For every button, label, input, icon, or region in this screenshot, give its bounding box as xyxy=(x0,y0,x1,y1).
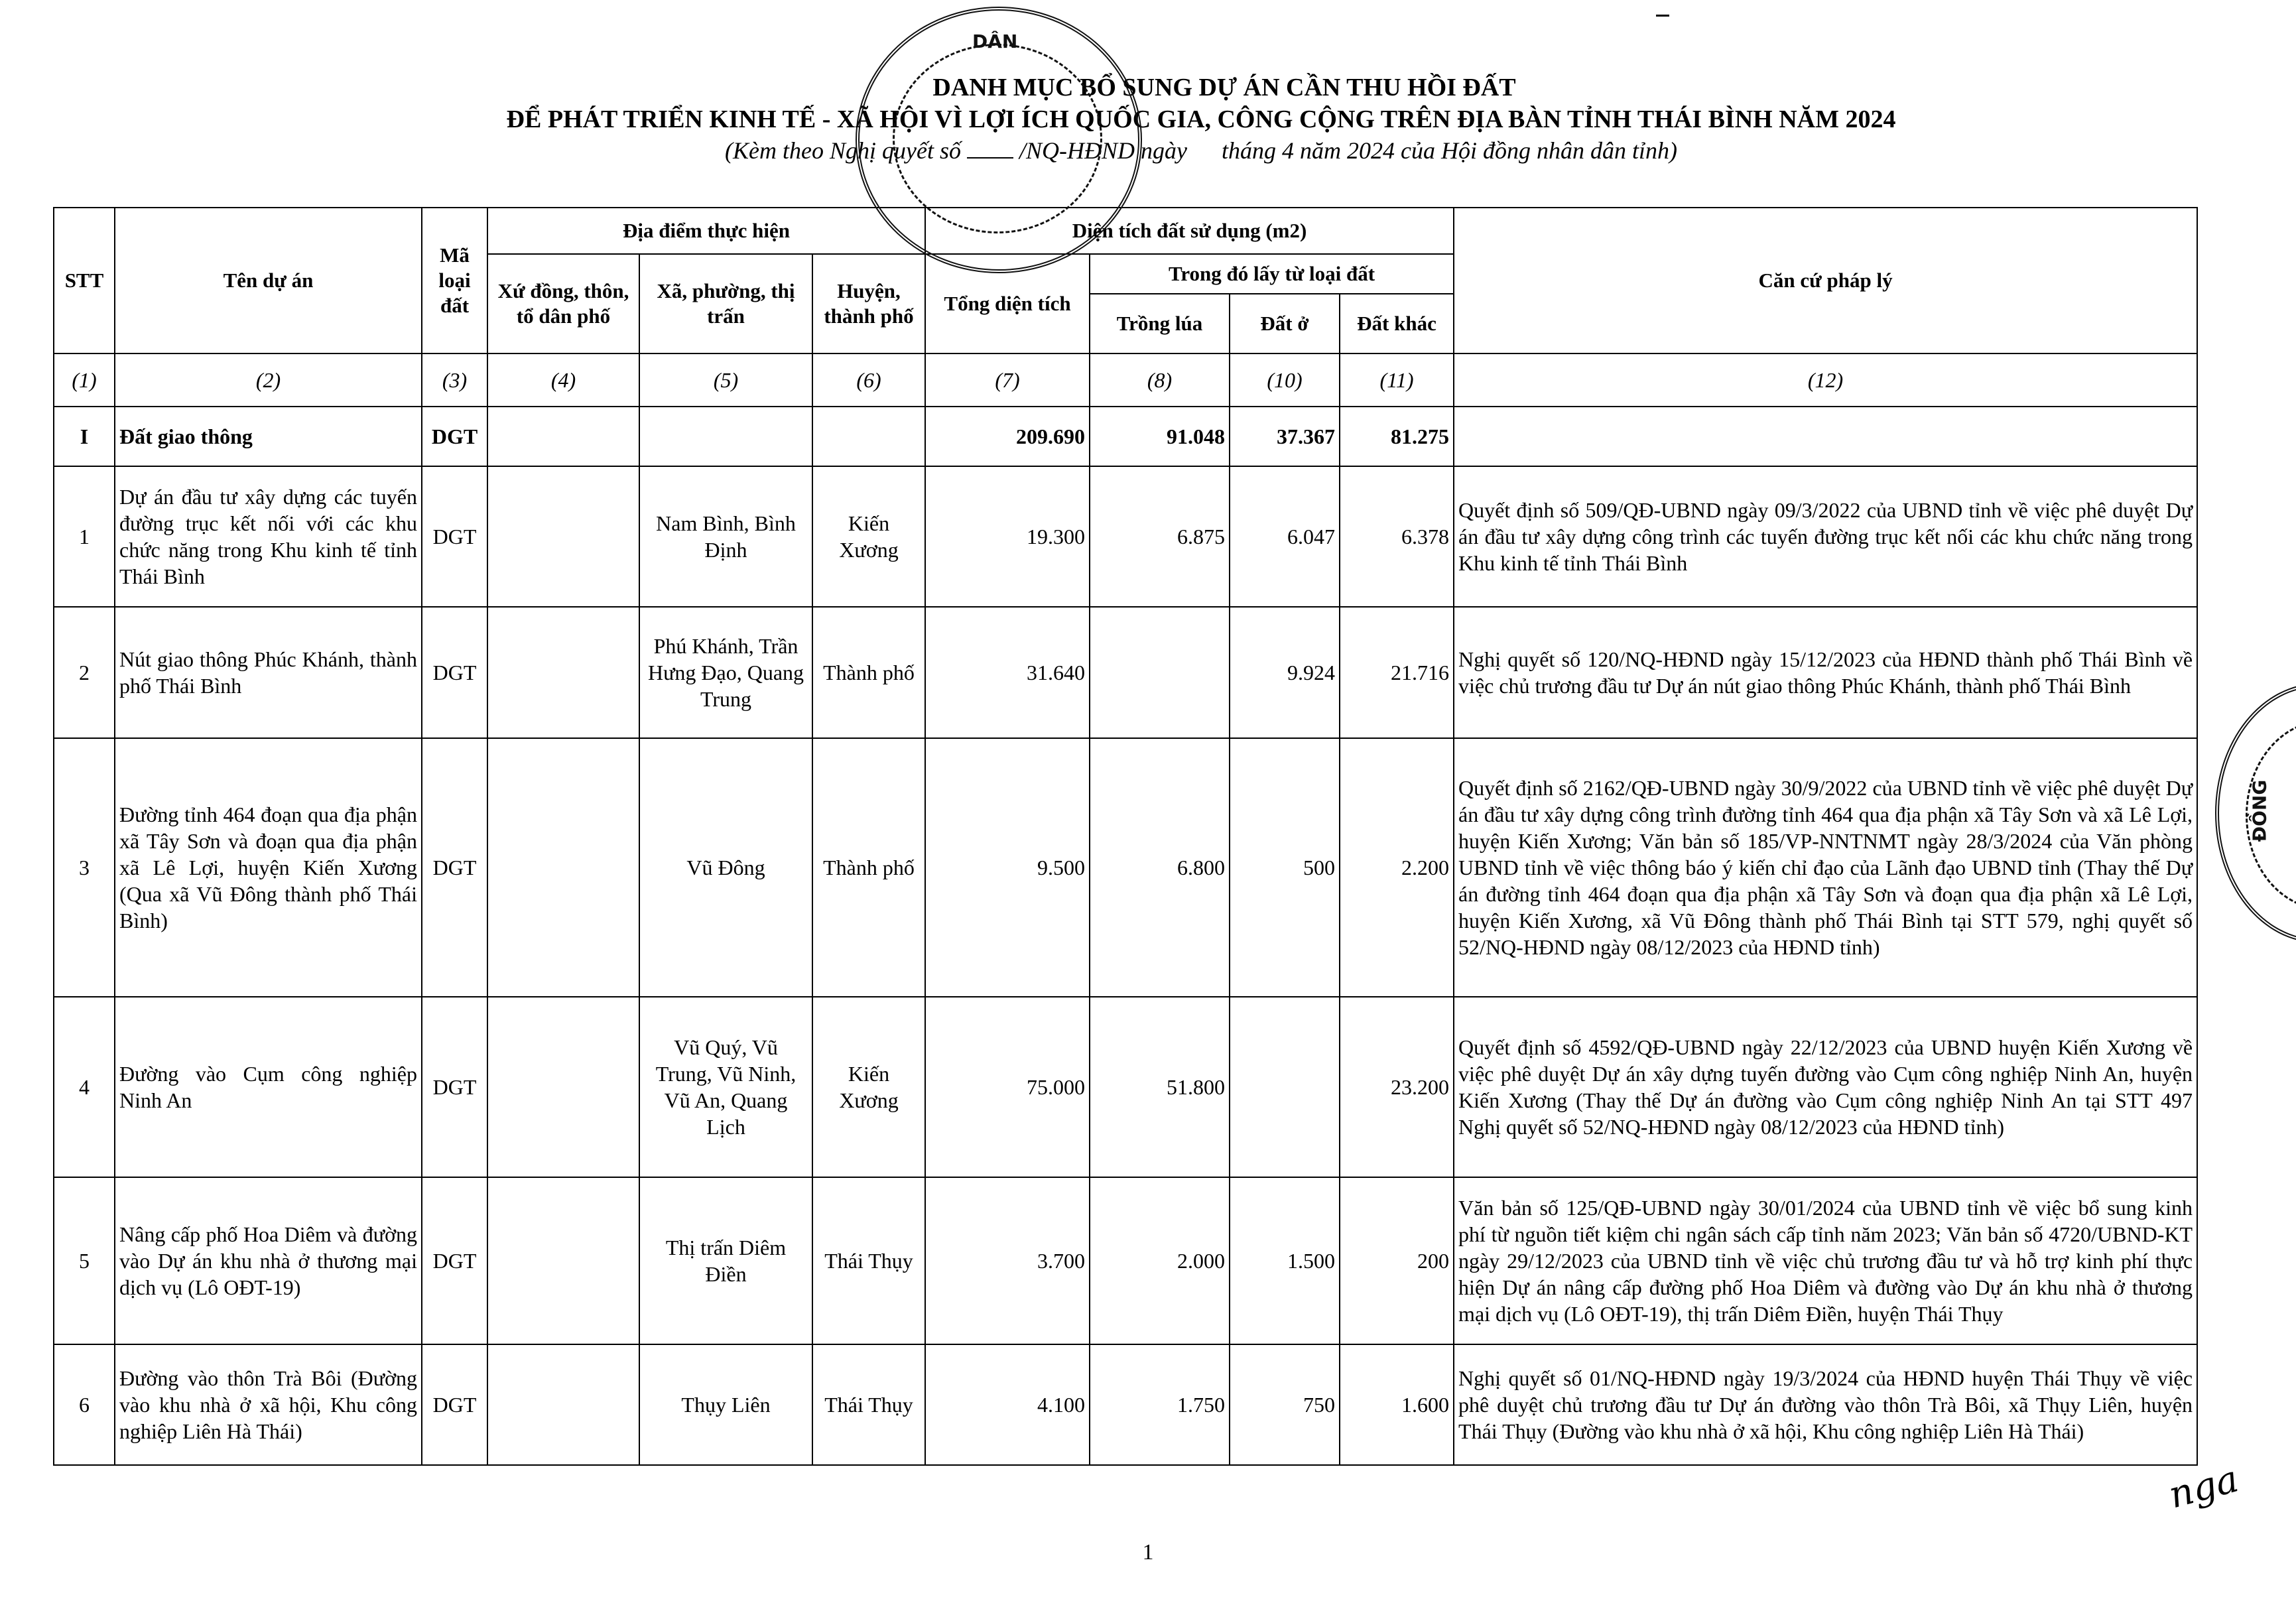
section-total: 209.690 xyxy=(925,407,1090,466)
row-land-code: DGT xyxy=(422,1344,487,1465)
row-district: Kiến Xương xyxy=(812,466,925,607)
official-seal-right xyxy=(2215,683,2296,943)
row-hamlet xyxy=(487,1344,639,1465)
row-land-code: DGT xyxy=(422,997,487,1177)
header-total-area: Tổng diện tích xyxy=(925,254,1090,353)
column-index-cell: (12) xyxy=(1454,353,2197,407)
row-commune: Thị trấn Diêm Điền xyxy=(639,1177,812,1344)
row-rice: 2.000 xyxy=(1090,1177,1230,1344)
column-index-cell: (10) xyxy=(1230,353,1340,407)
row-total-area: 31.640 xyxy=(925,607,1090,738)
section-district xyxy=(812,407,925,466)
column-index-cell: (5) xyxy=(639,353,812,407)
row-legal-basis: Quyết định số 509/QĐ-UBND ngày 09/3/2022 của UBND tỉnh về việc phê duyệt Dự án đầu tư xây dựng công trình các tuyến đường trục kết nối các khu chức năng trong Khu kinh tế tỉnh Thái Bình xyxy=(1454,466,2197,607)
row-district: Kiến Xương xyxy=(812,997,925,1177)
seal-text-side: ĐỒNG xyxy=(2248,779,2271,842)
column-index-cell: (4) xyxy=(487,353,639,407)
header-hamlet: Xứ đồng, thôn, tổ dân phố xyxy=(487,254,639,353)
subtitle-number: /NQ-HĐND ngày xyxy=(1019,137,1187,164)
row-other: 1.600 xyxy=(1340,1344,1454,1465)
row-commune: Vũ Đông xyxy=(639,738,812,997)
row-stt: 5 xyxy=(54,1177,115,1344)
row-residential: 9.924 xyxy=(1230,607,1340,738)
row-other: 23.200 xyxy=(1340,997,1454,1177)
column-index-cell: (1) xyxy=(54,353,115,407)
section-name: Đất giao thông xyxy=(115,407,422,466)
subtitle-suffix: tháng 4 năm 2024 của Hội đồng nhân dân tỉnh) xyxy=(1221,137,1677,164)
row-total-area: 75.000 xyxy=(925,997,1090,1177)
row-residential: 6.047 xyxy=(1230,466,1340,607)
row-legal-basis: Quyết định số 4592/QĐ-UBND ngày 22/12/2023 của UBND huyện Kiến Xương về việc phê duyệt Dự án xây dựng tuyến đường vào Cụm công nghiệp Ninh An, huyện Kiến Xương (Thay thế Dự án đường vào Cụm công nghiệp Ninh An tại STT 497 Nghị quyết số 52/NQ-HĐND ngày 08/12/2023 của HĐND tỉnh) xyxy=(1454,997,2197,1177)
row-other: 2.200 xyxy=(1340,738,1454,997)
column-index-cell: (11) xyxy=(1340,353,1454,407)
row-project-name: Dự án đầu tư xây dựng các tuyến đường trục kết nối với các khu chức năng trong Khu kinh tế tỉnh Thái Bình xyxy=(115,466,422,607)
section-stt: I xyxy=(54,407,115,466)
section-other: 81.275 xyxy=(1340,407,1454,466)
title-line-1: DANH MỤC BỔ SUNG DỰ ÁN CẦN THU HỒI ĐẤT xyxy=(932,74,1516,101)
row-project-name: Đường tỉnh 464 đoạn qua địa phận xã Tây Sơn và đoạn qua địa phận xã Lê Lợi, huyện Kiến Xương (Qua xã Vũ Đông thành phố Thái Bình) xyxy=(115,738,422,997)
header-area-group: Diện tích đất sử dụng (m2) xyxy=(925,208,1454,254)
row-total-area: 19.300 xyxy=(925,466,1090,607)
section-code: DGT xyxy=(422,407,487,466)
table-row xyxy=(54,1344,2197,1465)
row-stt: 6 xyxy=(54,1344,115,1465)
row-total-area: 9.500 xyxy=(925,738,1090,997)
row-residential: 500 xyxy=(1230,738,1340,997)
row-project-name: Đường vào Cụm công nghiệp Ninh An xyxy=(115,997,422,1177)
row-rice: 6.875 xyxy=(1090,466,1230,607)
column-index-cell: (2) xyxy=(115,353,422,407)
row-hamlet xyxy=(487,738,639,997)
header-land-code: Mã loại đất xyxy=(422,208,487,353)
row-hamlet xyxy=(487,1177,639,1344)
row-project-name: Đường vào thôn Trà Bôi (Đường vào khu nhà ở xã hội, Khu công nghiệp Liên Hà Thái) xyxy=(115,1344,422,1465)
row-rice xyxy=(1090,607,1230,738)
row-district: Thành phố xyxy=(812,607,925,738)
official-seal-top xyxy=(856,7,1142,273)
page-number: 1 xyxy=(1142,1540,1154,1565)
row-hamlet xyxy=(487,607,639,738)
column-index-row xyxy=(54,353,2197,407)
row-rice: 1.750 xyxy=(1090,1344,1230,1465)
row-other: 21.716 xyxy=(1340,607,1454,738)
land-recovery-table xyxy=(53,207,2198,1466)
section-commune xyxy=(639,407,812,466)
header-rice: Trồng lúa xyxy=(1090,294,1230,353)
row-land-code: DGT xyxy=(422,607,487,738)
row-legal-basis: Quyết định số 2162/QĐ-UBND ngày 30/9/2022 của UBND tỉnh về việc phê duyệt Dự án đầu tư xây dựng công trình đường tỉnh 464 qua địa phận xã Tây Sơn và xã Lê Lợi, huyện Kiến Xương; Văn bản số 185/VP-NNTNMT ngày 28/3/2024 của Văn phòng UBND tỉnh về việc thông báo ý kiến chỉ đạo của Lãnh đạo UBND tỉnh (Thay thế Dự án đường tỉnh 464 đoạn qua địa phận xã Tây Sơn và đoạn qua địa phận xã Lê Lợi, huyện Kiến Xương, xã Vũ Đông thành phố Thái Bình tại STT 579, nghị quyết số 52/NQ-HĐND ngày 08/12/2023 của HĐND tỉnh) xyxy=(1454,738,2197,997)
row-other: 6.378 xyxy=(1340,466,1454,607)
row-land-code: DGT xyxy=(422,738,487,997)
row-district: Thành phố xyxy=(812,738,925,997)
header-taken-from: Trong đó lấy từ loại đất xyxy=(1090,254,1454,294)
row-stt: 4 xyxy=(54,997,115,1177)
header-district: Huyện, thành phố xyxy=(812,254,925,353)
row-commune: Thụy Liên xyxy=(639,1344,812,1465)
header-location-group: Địa điểm thực hiện xyxy=(487,208,925,254)
table-row xyxy=(54,466,2197,607)
column-index-cell: (6) xyxy=(812,353,925,407)
row-land-code: DGT xyxy=(422,466,487,607)
row-hamlet xyxy=(487,997,639,1177)
row-rice: 51.800 xyxy=(1090,997,1230,1177)
header-legal-basis: Căn cứ pháp lý xyxy=(1454,208,2197,353)
column-index-cell: (7) xyxy=(925,353,1090,407)
row-project-name: Nút giao thông Phúc Khánh, thành phố Thái Bình xyxy=(115,607,422,738)
document-header xyxy=(0,72,2296,166)
header-commune: Xã, phường, thị trấn xyxy=(639,254,812,353)
section-hamlet xyxy=(487,407,639,466)
row-commune: Phú Khánh, Trần Hưng Đạo, Quang Trung xyxy=(639,607,812,738)
row-total-area: 4.100 xyxy=(925,1344,1090,1465)
table-row xyxy=(54,738,2197,997)
column-index-cell: (3) xyxy=(422,353,487,407)
row-stt: 1 xyxy=(54,466,115,607)
section-residential: 37.367 xyxy=(1230,407,1340,466)
row-legal-basis: Nghị quyết số 120/NQ-HĐND ngày 15/12/2023 của HĐND thành phố Thái Bình về việc chủ trương đầu tư Dự án nút giao thông Phúc Khánh, thành phố Thái Bình xyxy=(1454,607,2197,738)
row-stt: 3 xyxy=(54,738,115,997)
row-commune: Nam Bình, Bình Định xyxy=(639,466,812,607)
row-total-area: 3.700 xyxy=(925,1177,1090,1344)
row-residential xyxy=(1230,997,1340,1177)
row-other: 200 xyxy=(1340,1177,1454,1344)
row-district: Thái Thụy xyxy=(812,1177,925,1344)
row-stt: 2 xyxy=(54,607,115,738)
header-other: Đất khác xyxy=(1340,294,1454,353)
subtitle-prefix: (Kèm theo Nghị quyết số xyxy=(725,137,961,164)
row-legal-basis: Văn bản số 125/QĐ-UBND ngày 30/01/2024 của UBND tỉnh về việc bổ sung kinh phí từ nguồn tiết kiệm chi ngân sách cấp tỉnh năm 2023; Văn bản số 4720/UBND-KT ngày 29/12/2023 của UBND tỉnh về việc chủ trương đầu tư và hỗ trợ kinh phí thực hiện Dự án nâng cấp đường phố Hoa Diêm và đường vào Dự án khu nhà ở thương mại dịch vụ (Lô OĐT-19), thị trấn Diêm Điền, huyện Thái Thụy xyxy=(1454,1177,2197,1344)
subtitle xyxy=(0,135,2296,166)
row-residential: 750 xyxy=(1230,1344,1340,1465)
column-index-cell: (8) xyxy=(1090,353,1230,407)
header-project-name: Tên dự án xyxy=(115,208,422,353)
table-row xyxy=(54,1177,2197,1344)
row-project-name: Nâng cấp phố Hoa Diêm và đường vào Dự án khu nhà ở thương mại dịch vụ (Lô OĐT-19) xyxy=(115,1177,422,1344)
initials-signature: nga xyxy=(2164,1457,2243,1517)
row-district: Thái Thụy xyxy=(812,1344,925,1465)
row-rice: 6.800 xyxy=(1090,738,1230,997)
header-residential: Đất ở xyxy=(1230,294,1340,353)
scan-mark xyxy=(1656,15,1669,17)
section-row xyxy=(54,407,2197,466)
row-residential: 1.500 xyxy=(1230,1177,1340,1344)
title-line-2: ĐỂ PHÁT TRIỂN KINH TẾ - XÃ HỘI VÌ LỢI ÍCH QUỐC GIA, CÔNG CỘNG TRÊN ĐỊA BÀN TỈNH THÁI BÌNH NĂM 2024 xyxy=(506,105,1896,133)
row-commune: Vũ Quý, Vũ Trung, Vũ Ninh, Vũ An, Quang Lịch xyxy=(639,997,812,1177)
section-rice: 91.048 xyxy=(1090,407,1230,466)
table-row xyxy=(54,607,2197,738)
official-seal-inner-ring xyxy=(893,44,1102,233)
row-hamlet xyxy=(487,466,639,607)
seal-text-top: DÂN xyxy=(972,31,1018,52)
header-stt: STT xyxy=(54,208,115,353)
row-land-code: DGT xyxy=(422,1177,487,1344)
row-legal-basis: Nghị quyết số 01/NQ-HĐND ngày 19/3/2024 của HĐND huyện Thái Thụy về việc phê duyệt chủ trương đầu tư Dự án đường vào thôn Trà Bôi, xã Thụy Liên, huyện Thái Thụy (Đường vào khu nhà ở xã hội, Khu công nghiệp Liên Hà Thái) xyxy=(1454,1344,2197,1465)
section-basis xyxy=(1454,407,2197,466)
table-row xyxy=(54,997,2197,1177)
